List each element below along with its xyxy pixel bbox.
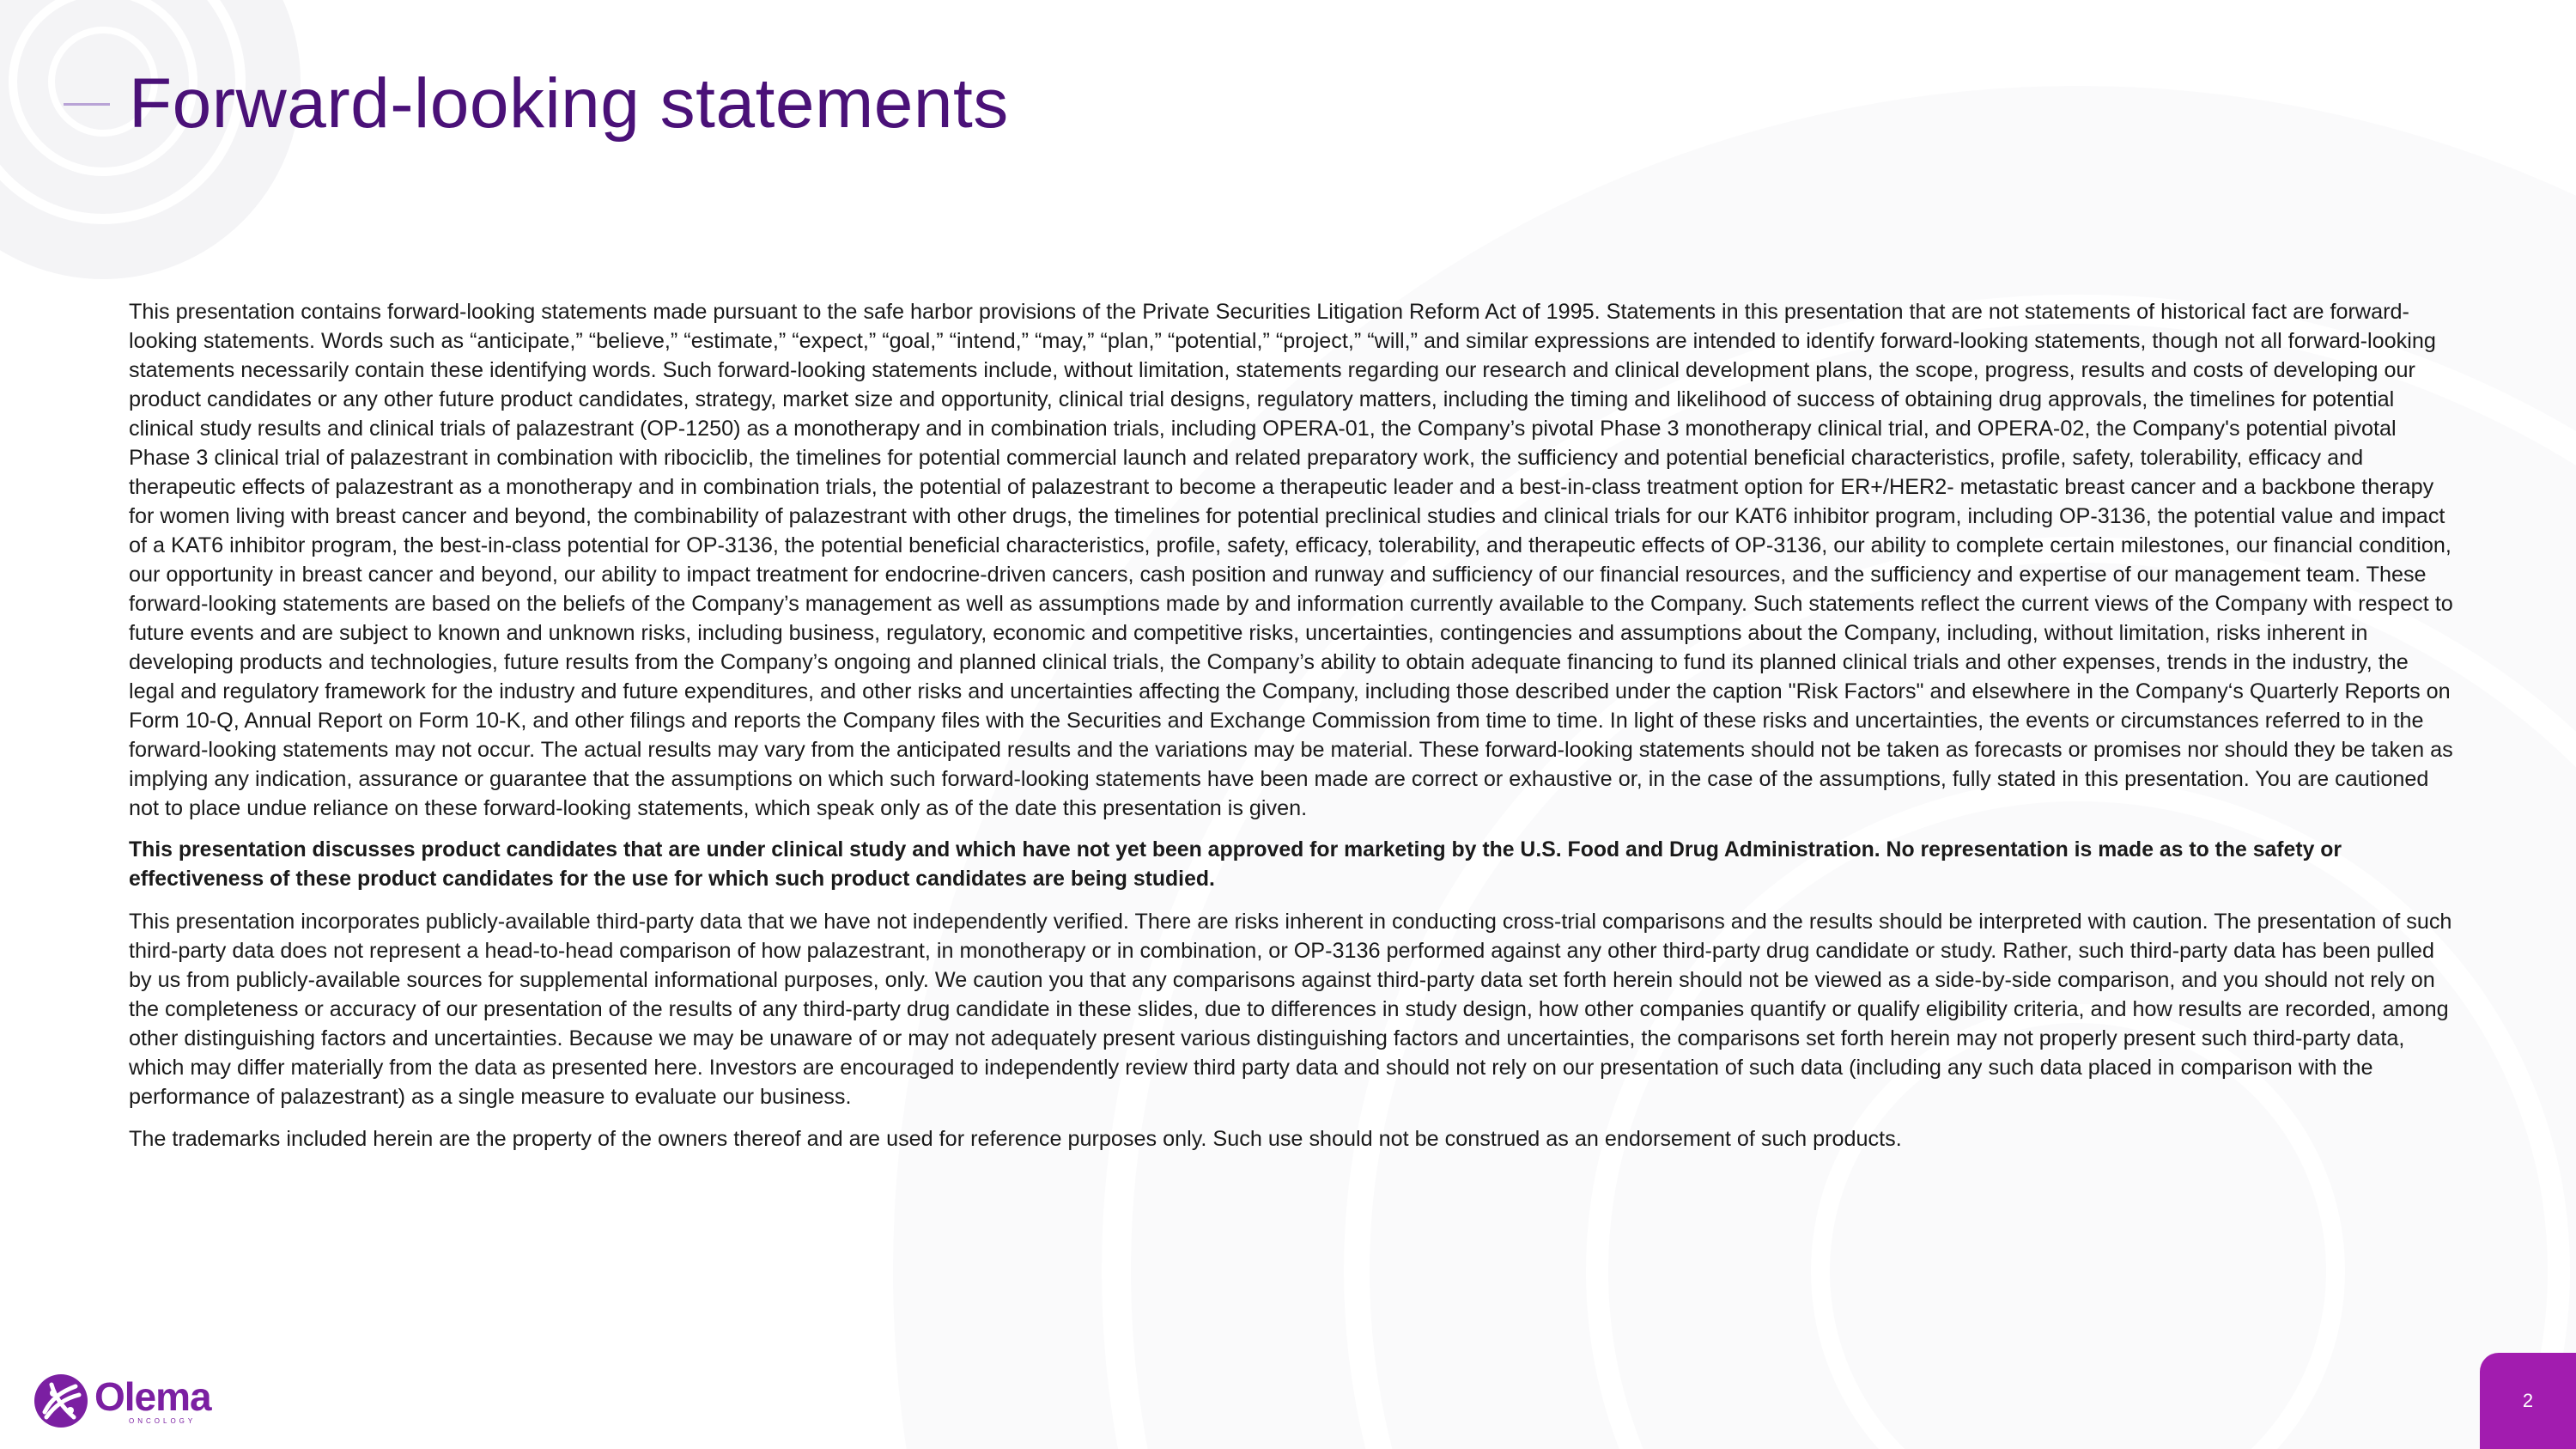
olema-logo-mark-icon [33,1373,89,1429]
title-row [64,57,1009,151]
page-number-tab [2480,1353,2576,1449]
olema-logo [33,1373,211,1433]
paragraph-forward-looking: This presentation contains forward-looking statements made pursuant to the safe harbor provisions of the Private Securities Litigation Reform Act of 1995. Statements in this presentation that are not statements of historical fact are forward-looking statements. Words such as “anticipate,” “believe,” “estimate,” “expect,” “goal,” “intend,” “may,” “plan,” “potential,” “project,” “will,” and similar expressions are intended to identify forward-looking statements, though not all forward-looking statements necessarily contain these identifying words. Such forward-looking statements include, without limitation, statements regarding our research and clinical development plans, the scope, progress, results and costs of developing our product candidates or any other future product candidates, strategy, market size and opportunity, clinical trial designs, regulatory matters, including the timing and likelihood of success of obtaining drug approvals, the timelines for potential clinical study results and clinical trials of palazestrant (OP-1250) as a monotherapy and in combination trials, including OPERA-01, the Company’s pivotal Phase 3 monotherapy clinical trial, and OPERA-02, the Company's potential pivotal Phase 3 clinical trial of palazestrant in combination with ribociclib, the timelines for potential commercial launch and related preparatory work, the sufficiency and potential beneficial characteristics, profile, safety, tolerability, efficacy and therapeutic effects of palazestrant as a monotherapy and in combination trials, the potential of palazestrant to become a therapeutic leader and a best-in-class treatment option for ER+/HER2- metastatic breast cancer and a backbone therapy for women living with breast cancer and beyond, the combinability of palazestrant with other drugs, the timelines for potential preclinical studies and clinical trials for our KAT6 inhibitor program, including OP-3136, the potential value and impact of a KAT6 inhibitor program, the best-in-class potential for OP-3136, the potential beneficial characteristics, profile, safety, efficacy, tolerability, and therapeutic effects of OP-3136, our ability to complete certain milestones, our financial condition, our opportunity in breast cancer and beyond, our ability to impact treatment for endocrine-driven cancers, cash position and runway and sufficiency of our financial resources, and the sufficiency and expertise of our management team. These forward-looking statements are based on the beliefs of the Company’s management as well as assumptions made by and information currently available to the Company. Such statements reflect the current views of the Company with respect to future events and are subject to known and unknown risks, including business, regulatory, economic and competitive risks, uncertainties, contingencies and assumptions about the Company, including, without limitation, risks inherent in developing products and technologies, future results from the Company’s ongoing and planned clinical trials, the Company’s ability to obtain adequate financing to fund its planned clinical trials and other expenses, trends in the industry, the legal and regulatory framework for the industry and future expenditures, and other risks and uncertainties affecting the Company, including those described under the caption "Risk Factors" and elsewhere in the Company‘s Quarterly Reports on Form 10-Q, Annual Report on Form 10-K, and other filings and reports the Company files with the Securities and Exchange Commission from time to time. In light of these risks and uncertainties, the events or circumstances referred to in the forward-looking statements may not occur. The actual results may vary from the anticipated results and the variations may be material. These forward-looking statements should not be taken as forecasts or promises nor should they be taken as implying any indication, assurance or guarantee that the assumptions on which such forward-looking statements have been made are correct or exhaustive or, in the case of the assumptions, fully stated in this presentation. You are cautioned not to place undue reliance on these forward-looking statements, which speak only as of the date this presentation is given. [129,300,2453,820]
olema-logo-word: Olema [94,1374,211,1419]
page-number: 2 [2522,1390,2534,1411]
paragraph-fda-notice: This presentation discusses product candidates that are under clinical study and which have not yet been approved for marketing by the U.S. Food and Drug Administration. No representation is made as to the safety or effectiveness of these product candidates for the use for which such product candidates are being studied. [129,838,2342,891]
paragraph-third-party-data: This presentation incorporates publicly-available third-party data that we have not independently verified. There are risks inherent in conducting cross-trial comparisons and the results should be interpreted with caution. The presentation of such third-party data does not represent a head-to-head comparison of how palazestrant, in monotherapy or in combination, or OP-3136 performed against any other third-party drug candidate or study. Rather, such third-party data has been pulled by us from publicly-available sources for supplemental informational purposes, only. We caution you that any comparisons against third-party data set forth herein should not be viewed as a side-by-side comparison, and you should not rely on the completeness or accuracy of our presentation of the results of any third-party drug candidate in these slides, due to differences in study design, how other companies quantify or qualify eligibility criteria, and how results are recorded, among other distinguishing factors and uncertainties. Because we may be unaware of or may not adequately present various distinguishing factors and uncertainties, the comparisons set forth herein may not properly present such third-party data, which may differ materially from the data as presented here. Investors are encouraged to independently review third party data and should not rely on our presentation of such data (including any such data placed in comparison with the performance of palazestrant) as a single measure to evaluate our business. [129,910,2452,1109]
page-title: Forward-looking statements [129,64,1009,143]
olema-logo-subtitle: ONCOLOGY [129,1417,197,1425]
paragraph-trademarks: The trademarks included herein are the property of the owners thereof and are used for reference purposes only. Such use should not be construed as an endorsement of such products. [129,1127,1902,1151]
title-dash [64,103,110,106]
disclaimer-body [129,297,2456,1166]
